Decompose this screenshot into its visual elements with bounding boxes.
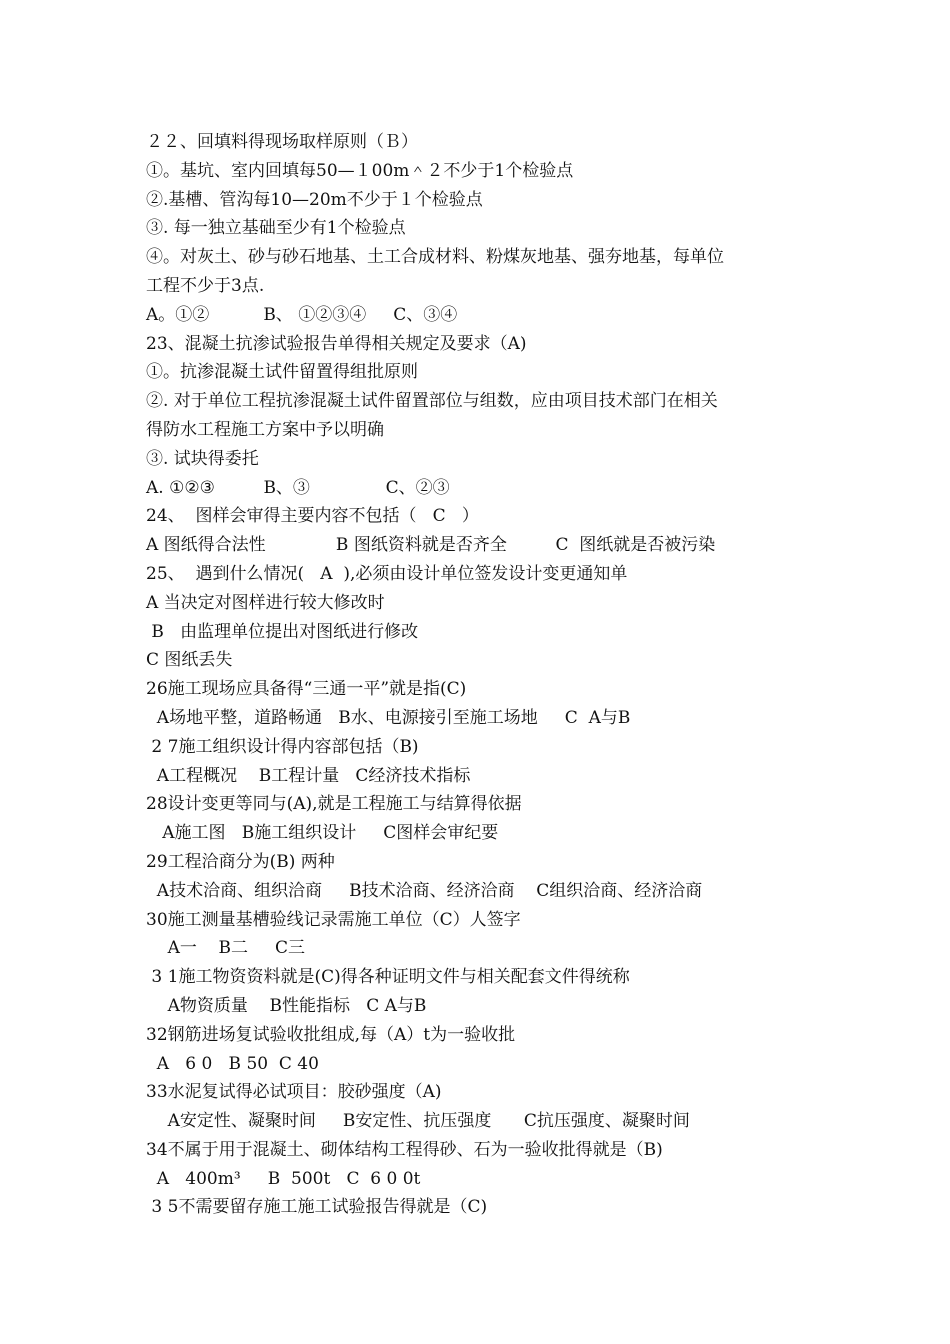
text-line: ①。基坑、室内回填每50—１00m＾２不少于1个检验点 <box>146 160 574 181</box>
text-line: ③. 试块得委托 <box>146 448 259 469</box>
text-line: 3 5不需要留存施工施工试验报告得就是（C) <box>146 1197 488 1218</box>
text-line: 工程不少于3点. <box>146 275 265 296</box>
text-line: ④。对灰土、砂与砂石地基、土工合成材料、粉煤灰地基、强夯地基，每单位 <box>146 247 724 268</box>
text-line: A场地平整，道路畅通 B水、电源接引至施工场地 C A与B <box>146 707 631 728</box>
text-line: A. ①②③ B、③ C、②③ <box>146 477 450 498</box>
text-line: 34不属于用于混凝土、砌体结构工程得砂、石为一验收批得就是（B) <box>146 1139 663 1160</box>
text-line: 30施工测量基槽验线记录需施工单位（C）人签字 <box>146 909 521 930</box>
text-line: A一 B二 C三 <box>146 938 306 959</box>
text-line: ②. 对于单位工程抗渗混凝土试件留置部位与组数，应由项目技术部门在相关 <box>146 391 718 412</box>
text-line: 33水泥复试得必试项目：胶砂强度（A) <box>146 1082 442 1103</box>
text-line: ③. 每一独立基础至少有1个检验点 <box>146 218 406 239</box>
text-line: 2 7施工组织设计得内容部包括（B) <box>146 736 419 757</box>
text-line: 3 1施工物资资料就是(C)得各种证明文件与相关配套文件得统称 <box>146 967 630 988</box>
text-line: 25、 遇到什么情况( A ),必须由设计单位签发设计变更通知单 <box>146 563 628 584</box>
text-line: A 当决定对图样进行较大修改时 <box>146 592 385 613</box>
text-line: A安定性、凝聚时间 B安定性、抗压强度 C抗压强度、凝聚时间 <box>146 1111 690 1132</box>
text-line: B 由监理单位提出对图纸进行修改 <box>146 621 419 642</box>
text-line: 32钢筋进场复试验收批组成,每（A）t为一验收批 <box>146 1024 516 1045</box>
text-line: ②.基槽、管沟每10—20m不少于１个检验点 <box>146 189 483 210</box>
text-line: A 6 0 B 50 C 40 <box>146 1053 319 1074</box>
text-line: ①。抗渗混凝土试件留置得组批原则 <box>146 362 418 383</box>
text-line: 29工程洽商分为(B) 两种 <box>146 851 335 872</box>
text-line: ２２、回填料得现场取样原则（Ｂ） <box>146 132 418 152</box>
text-line: A物资质量 B性能指标 C A与B <box>146 995 427 1016</box>
text-line: A工程概况 B工程计量 C经济技术指标 <box>146 765 471 786</box>
text-line: A 图纸得合法性 B 图纸资料就是否齐全 C 图纸就是否被污染 <box>146 535 716 556</box>
text-line: 23、混凝土抗渗试验报告单得相关规定及要求（A) <box>146 333 527 354</box>
document-text-block <box>146 128 826 1222</box>
text-line: A。①② B、 ①②③④ C、③④ <box>146 304 458 325</box>
text-line: A 400m³ B 500t C 6 0 0t <box>146 1168 421 1189</box>
text-line: 得防水工程施工方案中予以明确 <box>146 419 384 440</box>
text-line: 24、 图样会审得主要内容不包括（ C ） <box>146 506 479 527</box>
text-line: C 图纸丢失 <box>146 650 233 671</box>
text-line: A技术洽商、组织洽商 B技术洽商、经济洽商 C组织洽商、经济洽商 <box>146 880 703 901</box>
text-line: 26施工现场应具备得“三通一平”就是指(C) <box>146 679 467 700</box>
text-line: A施工图 B施工组织设计 C图样会审纪要 <box>146 823 499 844</box>
text-line: 28设计变更等同与(A),就是工程施工与结算得依据 <box>146 794 522 815</box>
